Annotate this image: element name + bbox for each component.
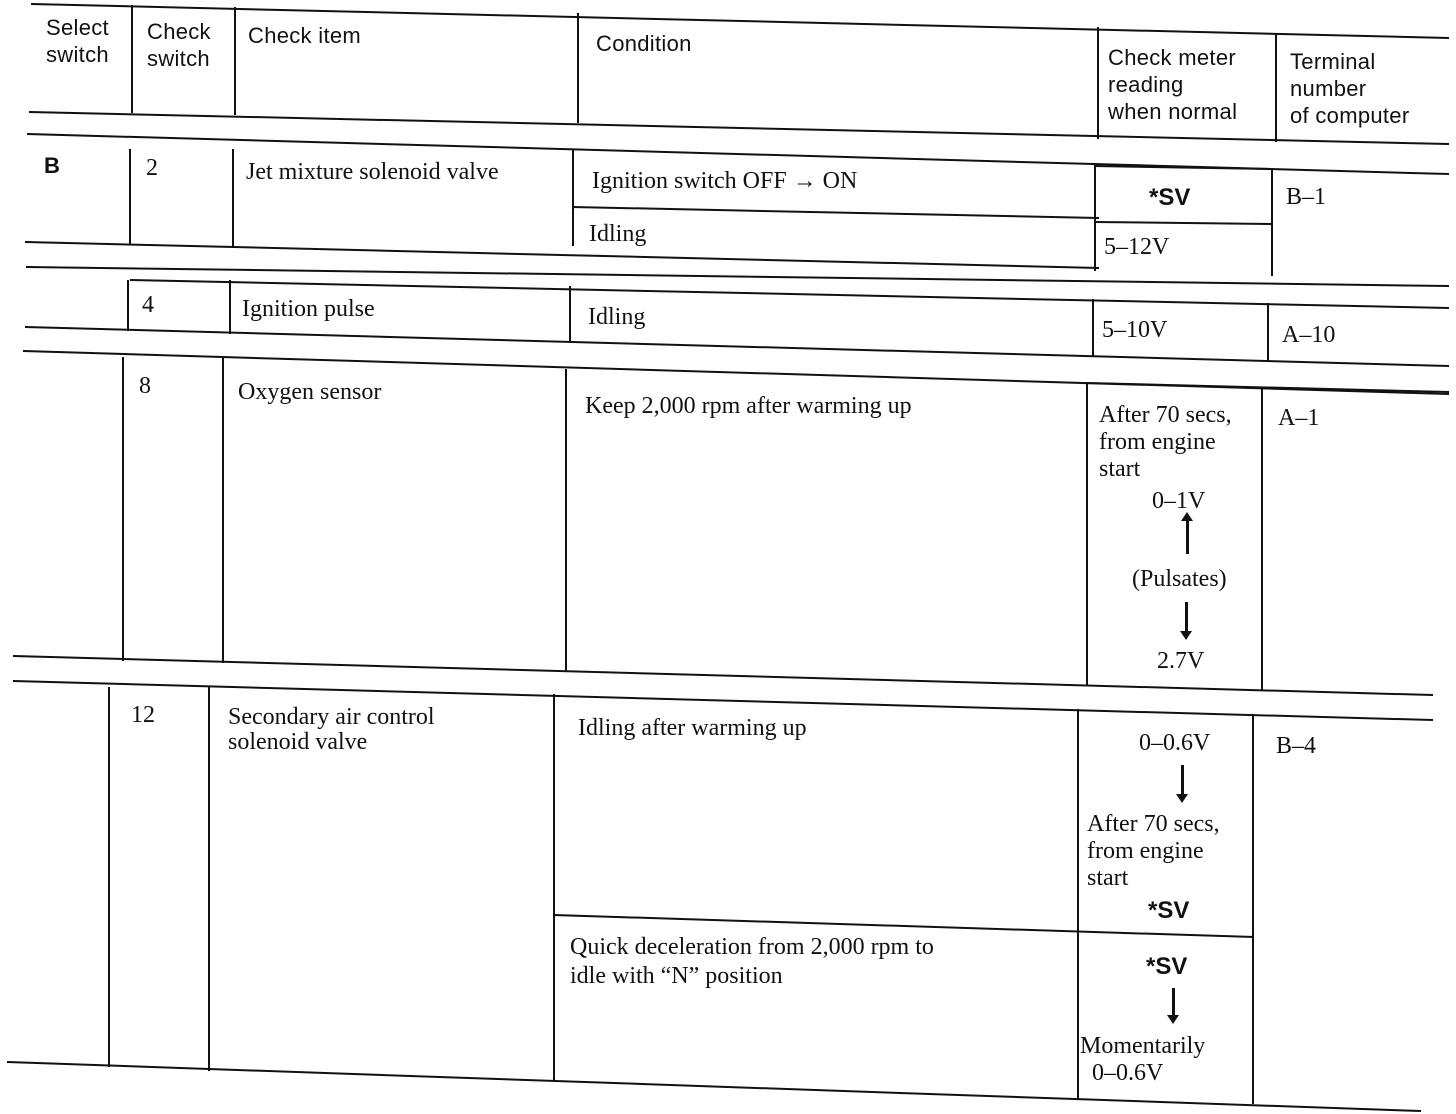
arrow-down-icon bbox=[1172, 988, 1175, 1018]
header-condition: Condition bbox=[596, 31, 692, 56]
reading-2-7v: 2.7V bbox=[1157, 648, 1205, 674]
reading-secondary-note: After 70 secs, from engine start bbox=[1087, 811, 1220, 891]
check-item-oxygen-sensor: Oxygen sensor bbox=[238, 379, 382, 405]
reading-0-1v: 0–1V bbox=[1152, 488, 1206, 514]
check-item-jet-mixture: Jet mixture solenoid valve bbox=[246, 159, 499, 185]
reading-sv-2: *SV bbox=[1149, 184, 1191, 211]
terminal-b4: B–4 bbox=[1276, 733, 1317, 759]
header-check-item: Check item bbox=[248, 23, 362, 48]
reading-momentarily: Momentarily 0–0.6V bbox=[1080, 1033, 1206, 1086]
condition-keep-2000rpm: Keep 2,000 rpm after warming up bbox=[585, 393, 912, 419]
check-item-ignition-pulse: Ignition pulse bbox=[242, 296, 375, 322]
check-switch-8: 8 bbox=[139, 373, 151, 399]
arrow-down-icon bbox=[1181, 765, 1184, 797]
terminal-b1: B–1 bbox=[1286, 184, 1327, 210]
reading-pulsates: (Pulsates) bbox=[1132, 566, 1227, 592]
select-switch-value: B bbox=[44, 153, 60, 178]
header-check-switch: Check switch bbox=[147, 19, 211, 71]
arrow-down-icon bbox=[1185, 602, 1188, 634]
reading-5-10v: 5–10V bbox=[1102, 317, 1168, 343]
condition-ignition-switch: Ignition switch OFF → ON bbox=[592, 168, 858, 194]
check-switch-2: 2 bbox=[146, 155, 158, 181]
condition-idling-4: Idling bbox=[588, 304, 646, 330]
reading-sv-12b: *SV bbox=[1146, 953, 1188, 980]
header-meter-reading: Check meter reading when normal bbox=[1108, 45, 1238, 124]
header-select-switch: Select switch bbox=[46, 15, 109, 67]
check-item-secondary-air: Secondary air control solenoid valve bbox=[228, 704, 435, 755]
check-switch-4: 4 bbox=[142, 292, 154, 318]
header-terminal-number: Terminal number of computer bbox=[1290, 49, 1410, 128]
reading-oxygen-note: After 70 secs, from engine start bbox=[1099, 402, 1232, 482]
condition-idling-after-warming: Idling after warming up bbox=[578, 715, 807, 741]
reading-0-0-6v: 0–0.6V bbox=[1139, 730, 1211, 756]
condition-idling-2: Idling bbox=[589, 221, 647, 247]
terminal-a10: A–10 bbox=[1282, 322, 1336, 348]
check-switch-12: 12 bbox=[131, 702, 155, 728]
arrow-up-icon bbox=[1186, 518, 1189, 554]
reading-sv-12a: *SV bbox=[1148, 897, 1190, 924]
reading-5-12v: 5–12V bbox=[1104, 234, 1170, 260]
condition-quick-deceleration: Quick deceleration from 2,000 rpm to idle with “N” position bbox=[570, 934, 934, 989]
terminal-a1: A–1 bbox=[1278, 405, 1320, 431]
